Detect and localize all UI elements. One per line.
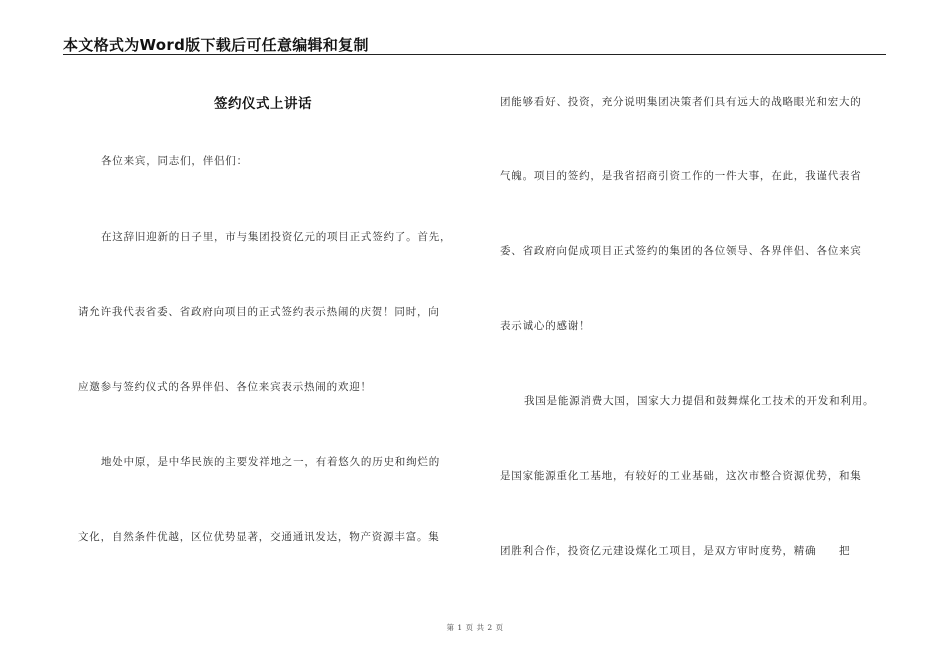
document-title: 签约仪式上讲话: [214, 96, 312, 112]
paragraph-line: 委、省政府向促成项目正式签约的集团的各位领导、各界伴侣、各位来宾: [500, 245, 862, 257]
paragraph-line: 团能够看好、投资，充分说明集团决策者们具有远大的战略眼光和宏大的: [500, 96, 862, 108]
paragraph-line: 我国是能源消费大国，国家大力提倡和鼓舞煤化工技术的开发和利用。: [524, 395, 875, 407]
paragraph-line: 应邀参与签约仪式的各界伴侣、各位来宾表示热闹的欢迎！: [78, 381, 372, 393]
paragraph-line: 团胜利合作，投资亿元建设煤化工项目，是双方审时度势，精确 把: [500, 545, 851, 557]
paragraph-line: 气魄。项目的签约，是我省招商引资工作的一件大事，在此，我谨代表省: [500, 170, 862, 182]
download-notice-banner: 本文格式为Word版下载后可任意编辑和复制: [63, 36, 369, 54]
paragraph-line: 是国家能源重化工基地，有较好的工业基础，这次市整合资源优势，和集: [500, 470, 862, 482]
header-divider: [63, 54, 886, 55]
paragraph-line: 请允许我代表省委、省政府向项目的正式签约表示热闹的庆贺！同时，向: [78, 306, 440, 318]
paragraph-line: 文化，自然条件优越，区位优势显著，交通通讯发达，物产资源丰富。集: [78, 531, 440, 543]
paragraph-line: 地处中原，是中华民族的主要发祥地之一，有着悠久的历史和绚烂的: [101, 456, 440, 468]
paragraph-line: 各位来宾，同志们，伴侣们：: [101, 155, 248, 167]
paragraph-line: 在这辞旧迎新的日子里，市与集团投资亿元的项目正式签约了。首先，: [101, 231, 452, 243]
paragraph-line: 表示诚心的感谢！: [500, 320, 591, 332]
page-number: 第 1 页 共 2 页: [446, 623, 504, 632]
